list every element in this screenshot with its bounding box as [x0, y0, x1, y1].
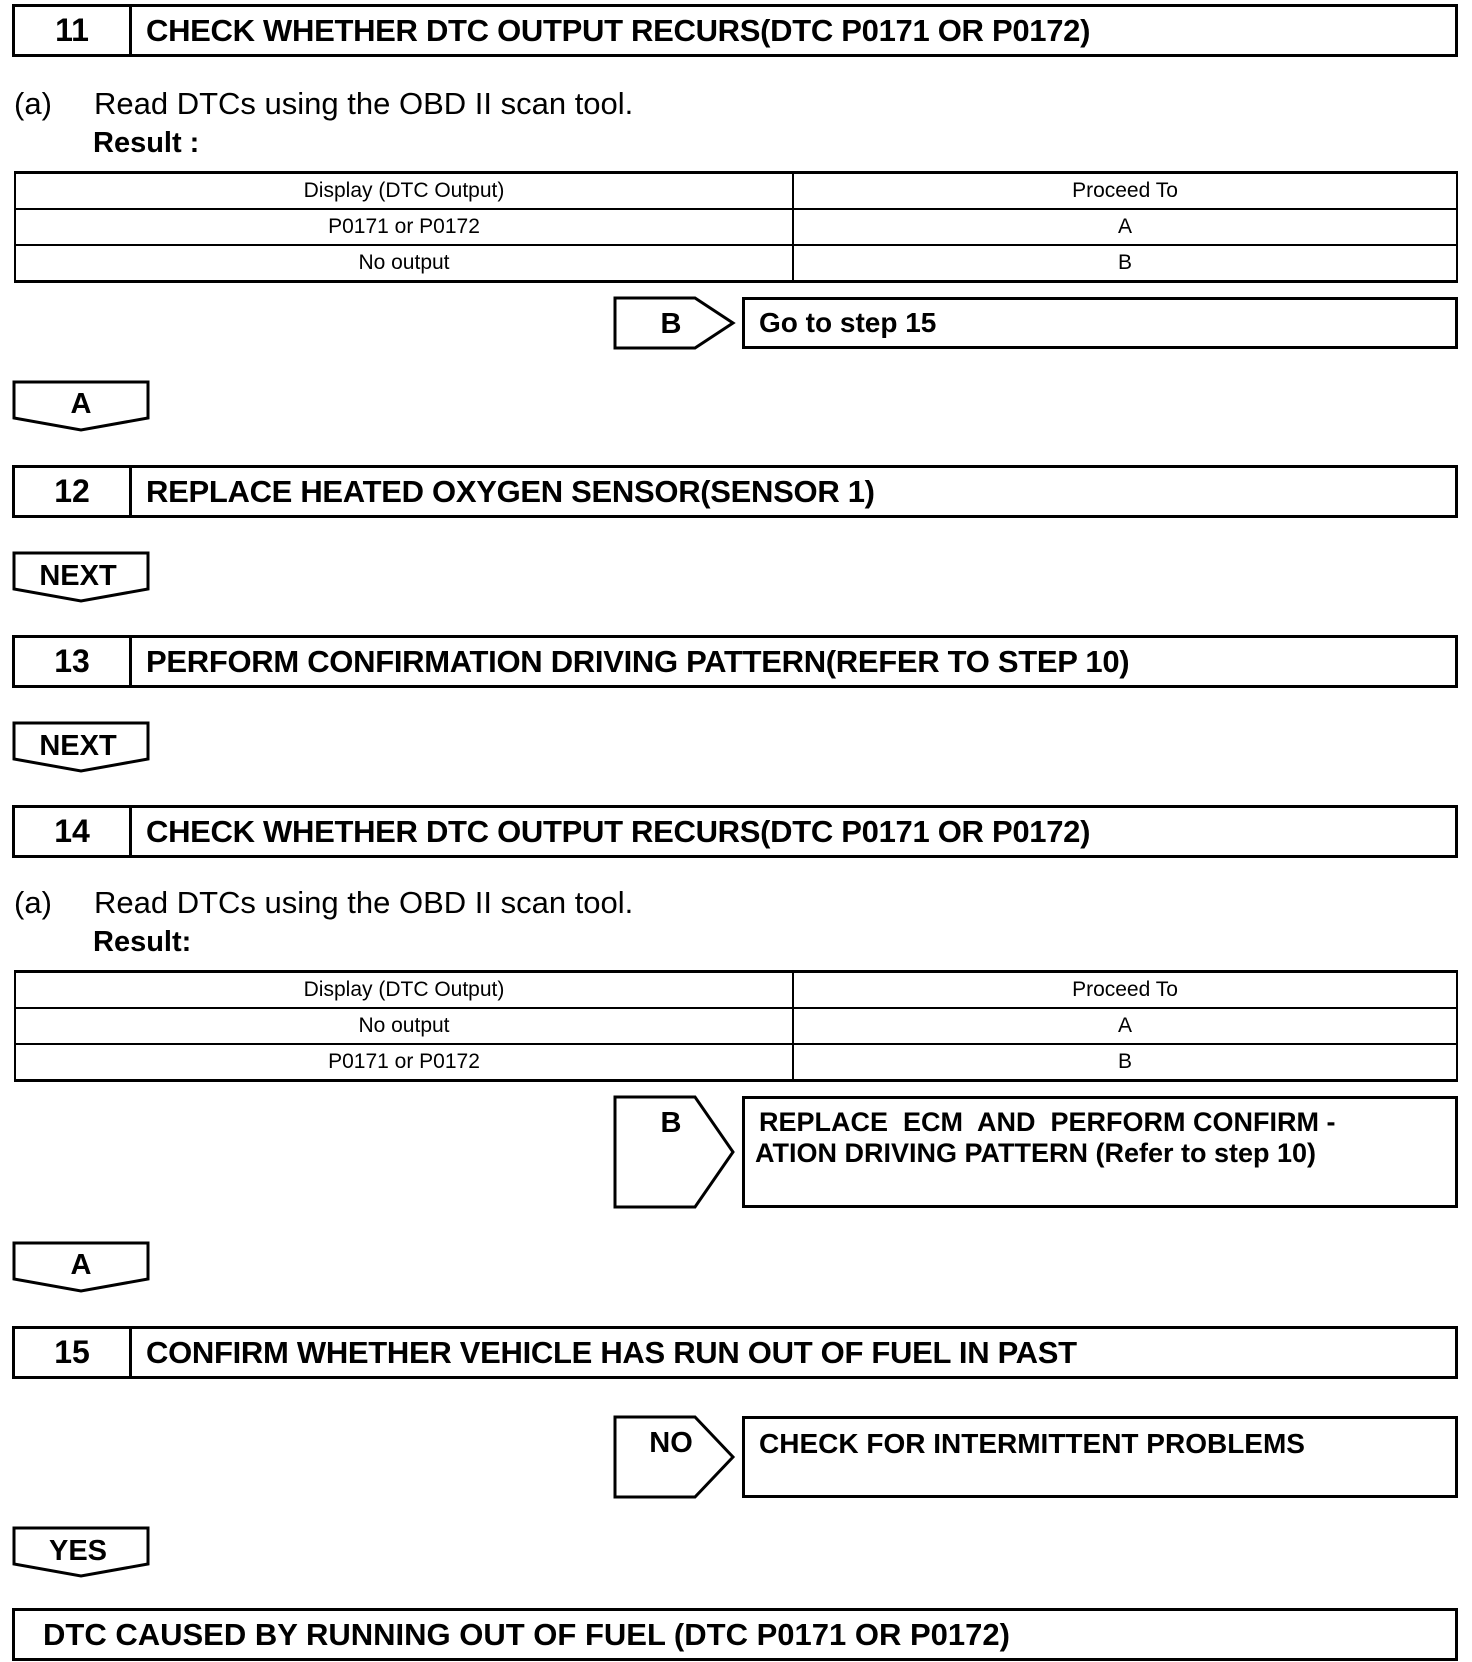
- step-14-instruction: [14, 885, 814, 925]
- table-cell: P0171 or P0172: [15, 1044, 793, 1081]
- branch-result-box: [742, 1096, 1458, 1208]
- continue-arrow-a: [12, 380, 152, 434]
- branch-text-line: ATION DRIVING PATTERN (Refer to step 10): [755, 1138, 1317, 1168]
- branch-label: NO: [649, 1427, 693, 1459]
- instruction-text: Read DTCs using the OBD II scan tool.: [94, 885, 634, 920]
- step-12-header: [12, 465, 1458, 518]
- continue-arrow-a: [12, 1241, 152, 1295]
- table-header: Proceed To: [793, 173, 1457, 210]
- continue-arrow-next: [12, 551, 152, 605]
- step-11-instruction: [14, 86, 814, 126]
- table-row: [15, 1008, 1457, 1044]
- branch-arrow-b: [613, 1095, 737, 1209]
- result-label: Result:: [93, 926, 192, 958]
- instruction-text: Read DTCs using the OBD II scan tool.: [94, 86, 634, 121]
- step-number: 15: [15, 1329, 132, 1376]
- step-number: 14: [15, 808, 132, 855]
- branch-result-box: [742, 297, 1458, 349]
- table-header-row: [15, 173, 1457, 210]
- table-header: Display (DTC Output): [15, 173, 793, 210]
- branch-text-line: REPLACE ECM AND PERFORM CONFIRM -: [759, 1107, 1336, 1137]
- branch-arrow-no: [613, 1415, 737, 1499]
- table-header: Display (DTC Output): [15, 972, 793, 1009]
- table-cell: B: [793, 245, 1457, 282]
- step-15-header: [12, 1326, 1458, 1379]
- branch-label: B: [660, 1107, 682, 1139]
- step-number: 12: [15, 468, 132, 515]
- table-cell: No output: [15, 1008, 793, 1044]
- branch-text: Go to step 15: [759, 307, 937, 338]
- table-header: Proceed To: [793, 972, 1457, 1009]
- step-11-header: [12, 4, 1458, 57]
- continue-arrow-next: [12, 721, 152, 775]
- table-row: [15, 1044, 1457, 1081]
- step-title: REPLACE HEATED OXYGEN SENSOR(SENSOR 1): [146, 473, 875, 509]
- item-label: (a): [14, 885, 52, 920]
- continue-label: A: [70, 388, 92, 420]
- table-cell: B: [793, 1044, 1457, 1081]
- step-13-header: [12, 635, 1458, 688]
- step-11-result-table: [14, 171, 1458, 283]
- branch-result-box: [742, 1416, 1458, 1498]
- table-row: [15, 245, 1457, 282]
- step-title: PERFORM CONFIRMATION DRIVING PATTERN(REFER TO STEP 10): [146, 643, 1130, 679]
- table-header-row: [15, 972, 1457, 1009]
- continue-label: NEXT: [39, 560, 117, 592]
- step-title: CONFIRM WHETHER VEHICLE HAS RUN OUT OF FUEL IN PAST: [146, 1334, 1077, 1370]
- continue-label: A: [70, 1249, 92, 1281]
- table-cell: A: [793, 209, 1457, 245]
- step-title: CHECK WHETHER DTC OUTPUT RECURS(DTC P0171 OR P0172): [146, 12, 1091, 48]
- branch-text: CHECK FOR INTERMITTENT PROBLEMS: [759, 1428, 1305, 1459]
- branch-label: B: [660, 308, 682, 340]
- table-row: [15, 209, 1457, 245]
- conclusion-box: [12, 1608, 1458, 1661]
- step-number: 13: [15, 638, 132, 685]
- continue-arrow-yes: [12, 1526, 152, 1580]
- step-14-result-table: [14, 970, 1458, 1082]
- table-cell: No output: [15, 245, 793, 282]
- table-cell: P0171 or P0172: [15, 209, 793, 245]
- branch-arrow-b: [613, 296, 737, 350]
- step-14-header: [12, 805, 1458, 858]
- item-label: (a): [14, 86, 52, 121]
- conclusion-text: DTC CAUSED BY RUNNING OUT OF FUEL (DTC P0171 OR P0172): [43, 1616, 1010, 1652]
- step-number: 11: [15, 7, 132, 54]
- table-cell: A: [793, 1008, 1457, 1044]
- step-title: CHECK WHETHER DTC OUTPUT RECURS(DTC P0171 OR P0172): [146, 813, 1091, 849]
- result-label: Result :: [93, 127, 200, 159]
- continue-label: NEXT: [39, 730, 117, 762]
- continue-label: YES: [48, 1535, 108, 1567]
